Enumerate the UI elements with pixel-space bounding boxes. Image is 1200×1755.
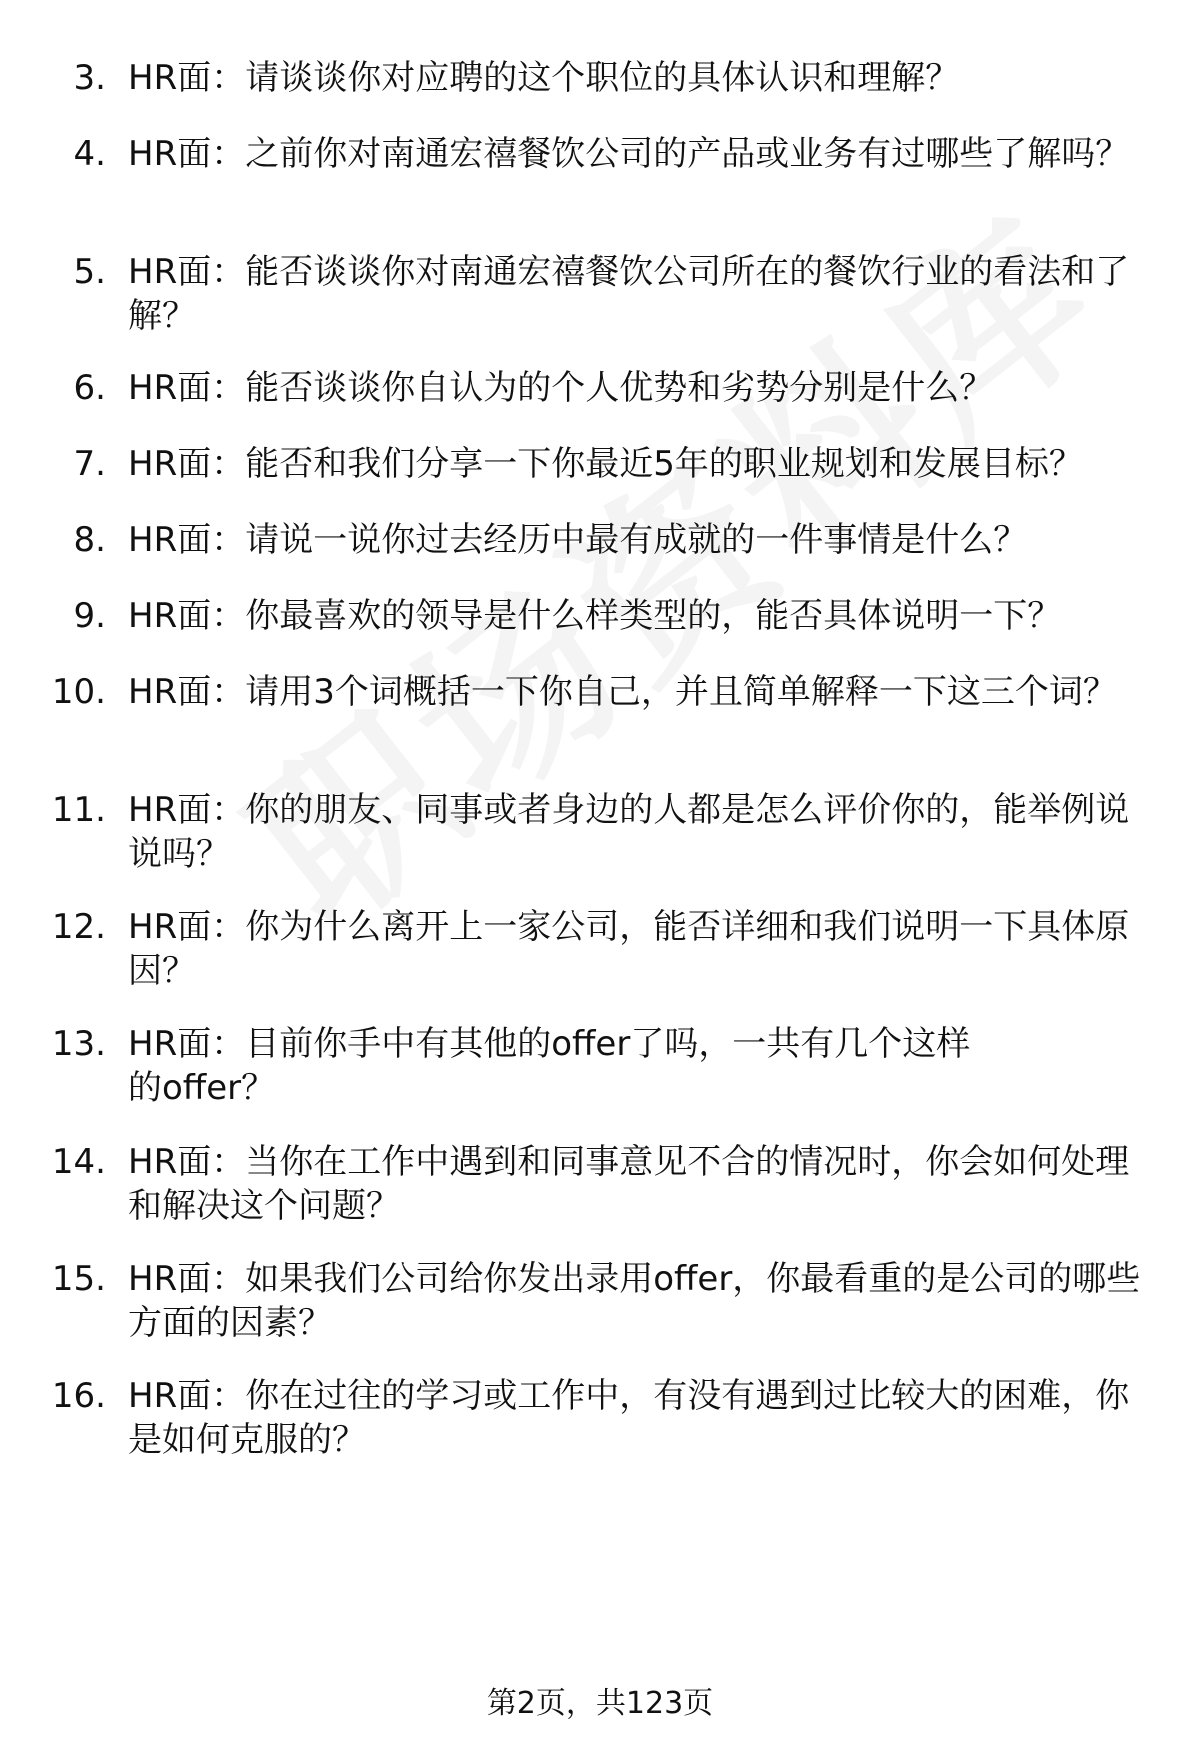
- question-text: HR面：请谈谈你对应聘的这个职位的具体认识和理解？: [128, 58, 960, 98]
- question-number: 4.: [73, 134, 106, 174]
- question-number: 12.: [51, 907, 106, 947]
- question-text: HR面：目前你手中有其他的offer了吗，一共有几个这样的offer？: [128, 1024, 971, 1108]
- page-footer: 第2页，共123页: [486, 1686, 714, 1721]
- question-text: HR面：能否谈谈你对南通宏禧餐饮公司所在的餐饮行业的看法和了解？: [128, 252, 1130, 336]
- question-number: 7.: [73, 444, 106, 484]
- question-number: 8.: [73, 520, 106, 560]
- question-number: 11.: [51, 790, 106, 830]
- question-number: 15.: [51, 1259, 106, 1299]
- question-number: 5.: [73, 252, 106, 292]
- question-text: HR面：请说一说你过去经历中最有成就的一件事情是什么？: [128, 520, 1028, 560]
- question-text: HR面：之前你对南通宏禧餐饮公司的产品或业务有过哪些了解吗？: [128, 134, 1130, 174]
- question-text: HR面：你在过往的学习或工作中，有没有遇到过比较大的困难，你是如何克服的？: [128, 1376, 1130, 1460]
- question-number: 14.: [51, 1142, 106, 1182]
- question-text: HR面：你的朋友、同事或者身边的人都是怎么评价你的，能举例说说吗？: [128, 790, 1130, 874]
- question-number: 16.: [51, 1376, 106, 1416]
- question-number: 6.: [73, 368, 106, 408]
- question-text: HR面：当你在工作中遇到和同事意见不合的情况时，你会如何处理和解决这个问题？: [128, 1142, 1130, 1226]
- question-number: 10.: [51, 672, 106, 712]
- question-text: HR面：你最喜欢的领导是什么样类型的，能否具体说明一下？: [128, 596, 1062, 636]
- question-number: 3.: [73, 58, 106, 98]
- question-number: 13.: [51, 1024, 106, 1064]
- question-text: HR面：能否谈谈你自认为的个人优势和劣势分别是什么？: [128, 368, 994, 408]
- question-text: HR面：请用3个词概括一下你自己，并且简单解释一下这三个词？: [128, 672, 1117, 712]
- question-text: HR面：你为什么离开上一家公司，能否详细和我们说明一下具体原因？: [128, 907, 1130, 991]
- question-number: 9.: [73, 596, 106, 636]
- question-text: HR面：如果我们公司给你发出录用offer，你最看重的是公司的哪些方面的因素？: [128, 1259, 1141, 1343]
- question-text: HR面：能否和我们分享一下你最近5年的职业规划和发展目标？: [128, 444, 1083, 484]
